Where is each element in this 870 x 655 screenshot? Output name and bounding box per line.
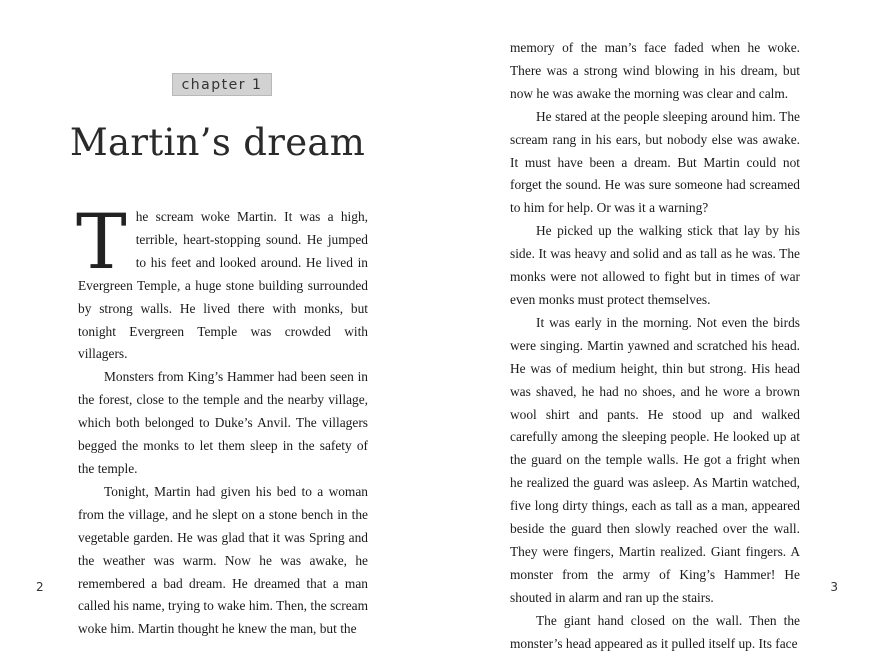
right-text-column — [510, 37, 800, 655]
left-page — [0, 0, 435, 637]
paragraph — [76, 197, 368, 366]
page-number: 2 — [36, 580, 44, 594]
paragraph-continuation: memory of the man’s face faded when he woke. There was a strong wind blowing in his dream, but now he was awake the morning was clear and calm. — [510, 40, 800, 101]
right-page — [435, 0, 870, 651]
page-number: 3 — [830, 580, 838, 594]
drop-cap: T — [76, 197, 127, 286]
chapter-title: Martin’s dream — [69, 121, 366, 164]
paragraph: Monsters from King’s Hammer had been seen in the forest, close to the temple and the nearby village, which both belonged to Duke’s Anvil. The villagers begged the monks to let them sleep in the safety of the temple. — [78, 369, 368, 476]
left-text-column — [76, 197, 368, 641]
paragraph: Tonight, Martin had given his bed to a woman from the village, and he slept on a stone bench in the vegetable garden. He was glad that it was Spring and the weather was warm. Now he was awake, he remembered a bad dream. He dreamed that a man called his name, trying to wake him. Then, the scream woke him. Martin thought he knew the man, but the — [78, 483, 368, 637]
paragraph: The giant hand closed on the wall. Then the monster’s head appeared as it pulled itself up. Its face — [510, 612, 800, 651]
chapter-label: chapter 1 — [172, 73, 272, 96]
paragraph-text: he scream woke Martin. It was a high, terrible, heart-stopping sound. He jumped to his feet and looked around. He lived in Evergreen Temple, a huge stone building surrounded by strong walls. He lived there with monks, but tonight Evergreen Temple was crowded with villagers. — [78, 209, 368, 362]
paragraph: He stared at the people sleeping around him. The scream rang in his ears, but nobody else was awake. It must have been a dream. But Martin could not forget the sound. He was sure someone had screamed to him for help. Or was it a warning? — [510, 108, 800, 216]
paragraph: He picked up the walking stick that lay by his side. It was heavy and solid and as tall as he was. The monks were not allowed to fight but in times of war even monks must protect themselves. — [510, 223, 800, 307]
paragraph: It was early in the morning. Not even the birds were singing. Martin yawned and scratched his head. He was of medium height, thin but strong. His head was shaved, he had no shoes, and he wore a brown wool shirt and pants. He stood up and walked carefully among the sleeping people. He looked up at the guard on the temple walls. He got a fright when he realized the guard was asleep. As Martin watched, five long dirty things, each as tall as a man, appeared beside the guard then slowly reached over the wall. They were fingers, Martin realized. Giant fingers. A monster from the army of King’s Hammer! He shouted in alarm and ran up the stairs. — [510, 314, 800, 605]
